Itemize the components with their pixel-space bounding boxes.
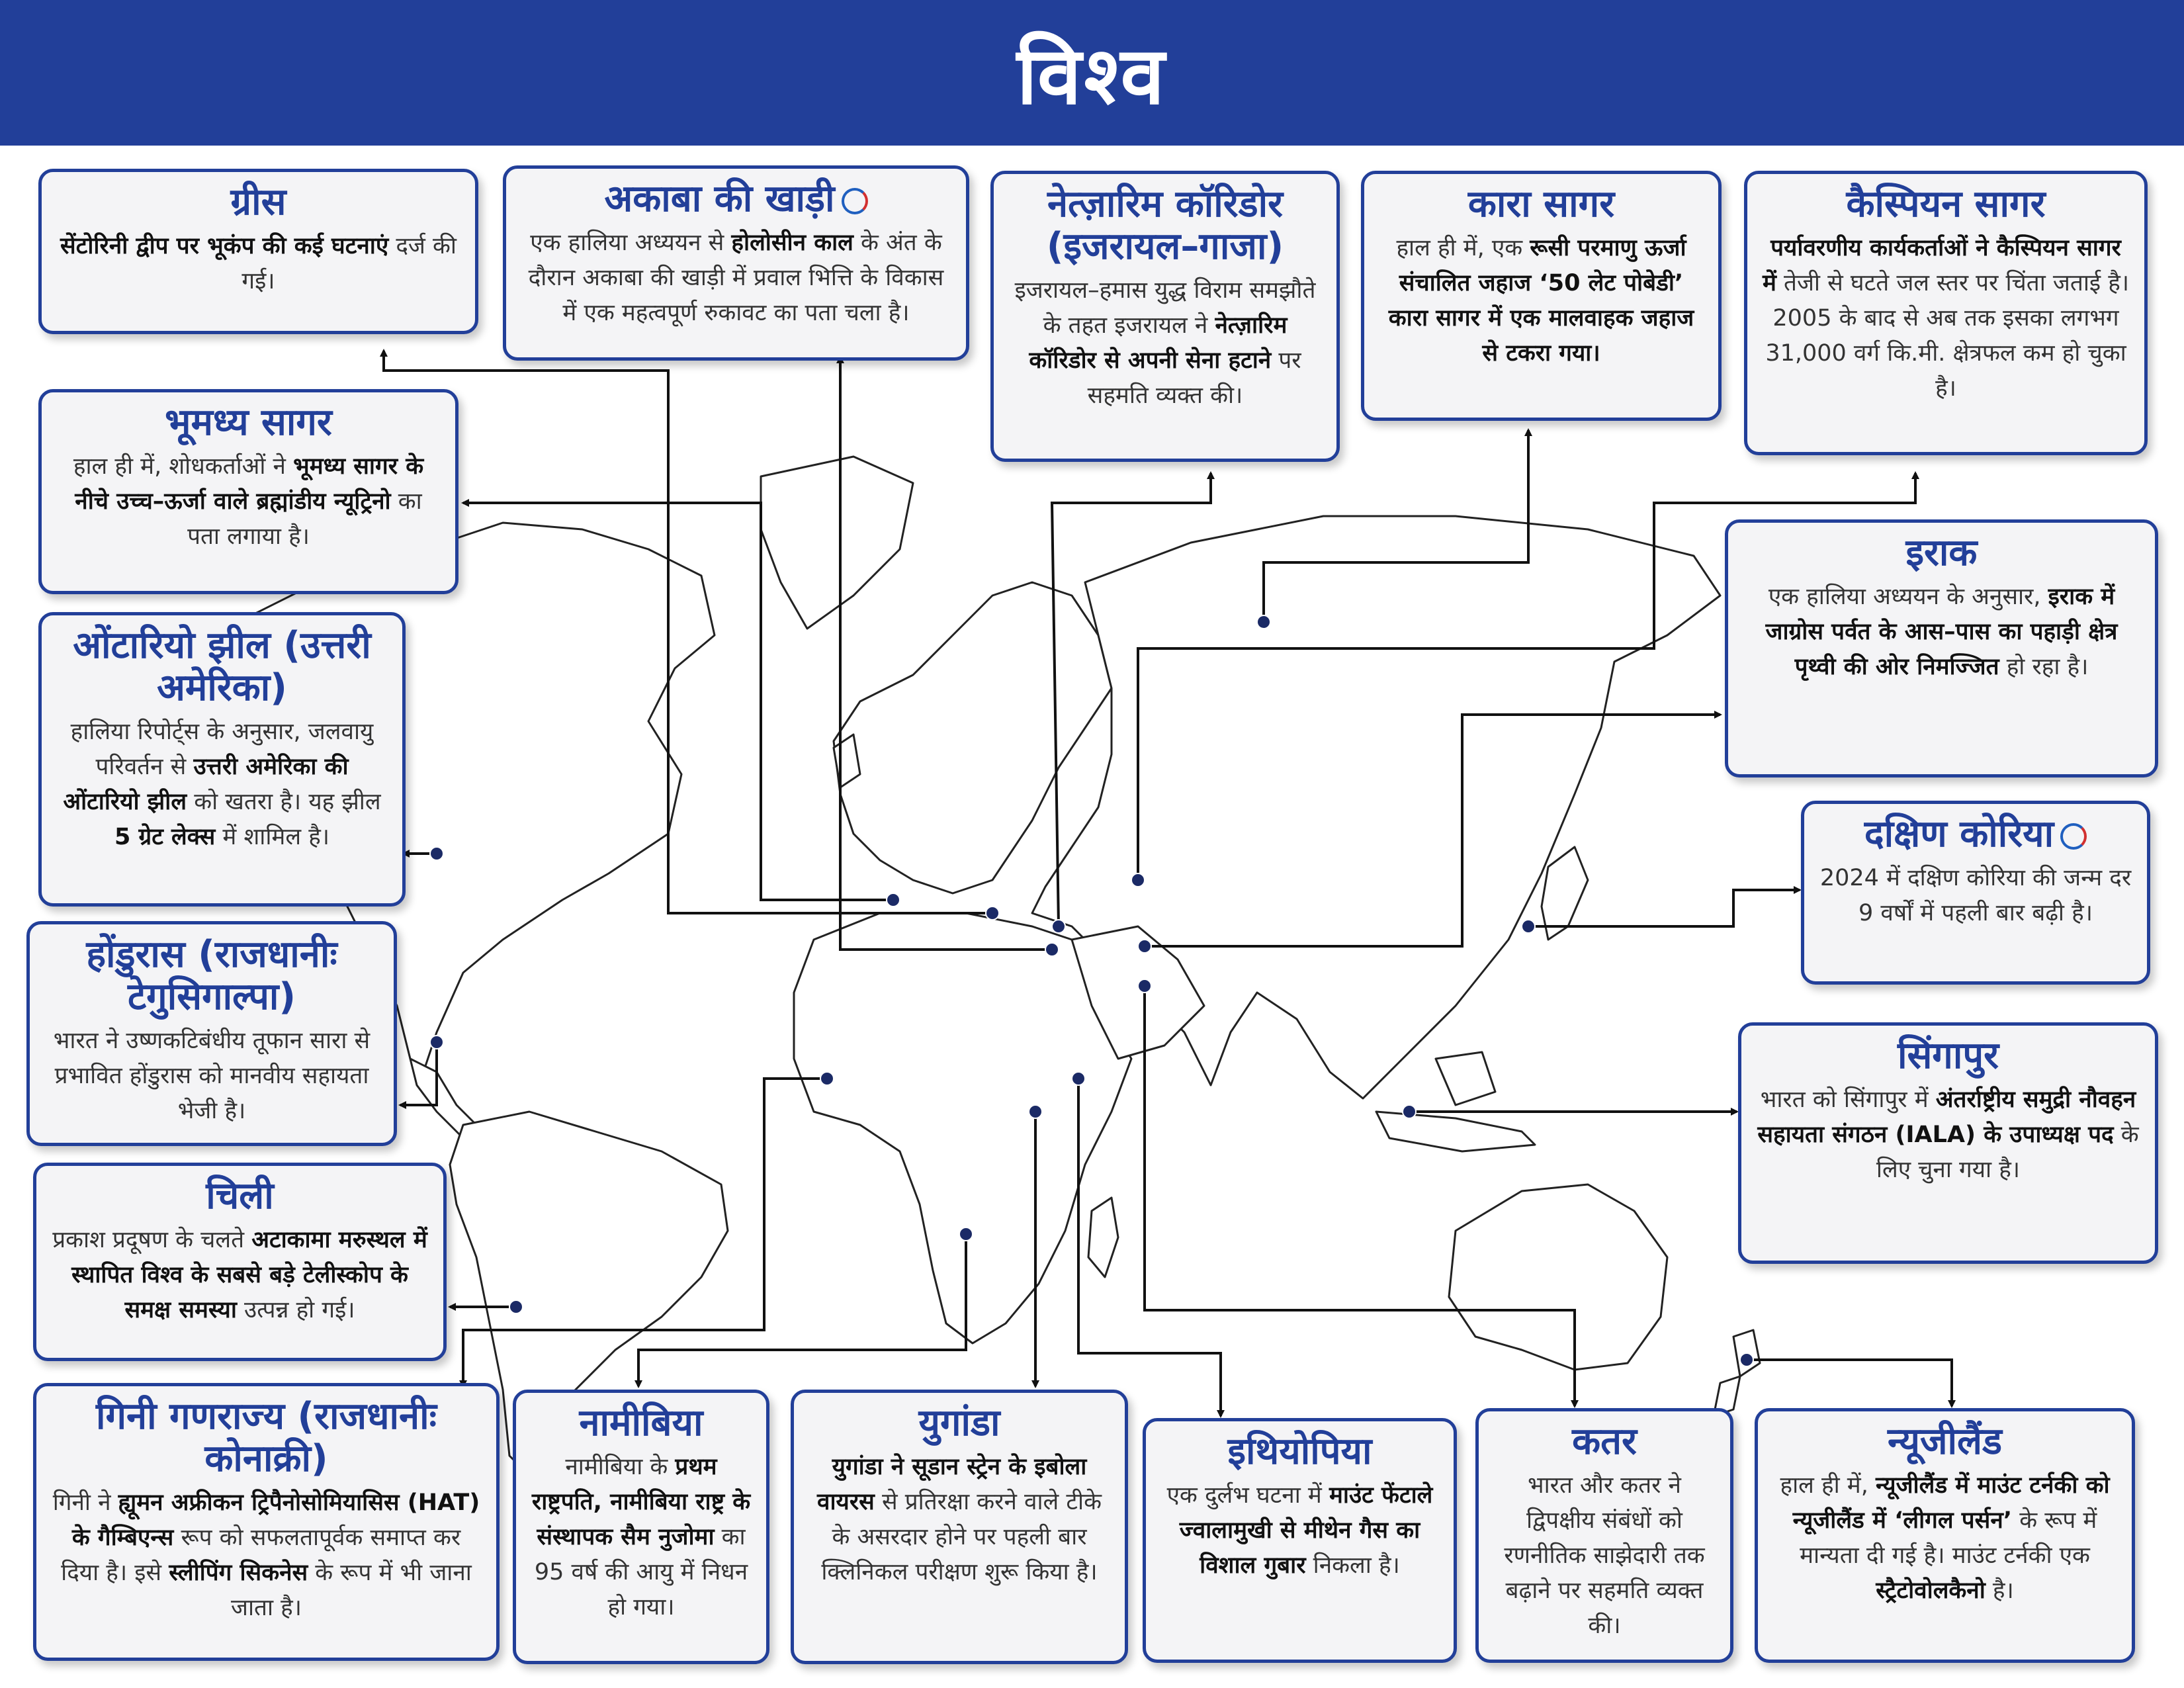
card-text: एक हालिया अध्ययन के अनुसार, इराक में जाग्रोस पर्वत के आस–पास का पहाड़ी क्षेत्र पृथ्वी की ओर निमज्जित हो रहा है। — [1765, 584, 2118, 680]
card-text: युगांडा ने सूडान स्ट्रेन के इबोला वायरस से प्रतिरक्षा करने वाले टीके के असरदार होने पर पहली बार क्लिनिकल परीक्षण शुरू किया है। — [817, 1454, 1102, 1585]
marker-ethiopia — [1072, 1072, 1085, 1085]
marker-chile — [509, 1300, 523, 1313]
card-title: ग्रीस — [230, 181, 286, 224]
card-title: न्यूजीलैंड — [1888, 1420, 2002, 1463]
marker-iraq — [1138, 940, 1151, 953]
card-nz — [1755, 1408, 2135, 1663]
marker-aqaba — [1045, 943, 1059, 956]
card-text: एक दुर्लभ घटना में माउंट फेंटाले ज्वालामुखी से मीथेन गैस का विशाल गुबार निकला है। — [1166, 1482, 1433, 1579]
card-text: एक हालिया अध्ययन से होलोसीन काल के अंत के दौरान अकाबा की खाड़ी में प्रवाल भित्ति के विकास में एक महत्वपूर्ण रुकावट का पता चला है। — [528, 230, 944, 326]
card-title: नामीबिया — [579, 1401, 703, 1444]
brand-logo-icon — [2060, 823, 2087, 850]
card-text: हाल ही में, न्यूजीलैंड में माउंट टर्नकी को न्यूजीलैंड में ‘लीगल पर्सन’ के रूप में मान्यता दी गई है। माउंट टर्नकी एक स्ट्रैटोवोलकैनो है। — [1780, 1472, 2110, 1604]
card-med — [38, 389, 459, 594]
card-title: युगांडा — [918, 1401, 1000, 1444]
card-caspian — [1744, 171, 2148, 455]
card-text: पर्यावरणीय कार्यकर्ताओं ने कैस्पियन सागर में तेजी से घटते जल स्तर पर चिंता जताई है। 2005 के बाद से अब तक इसका लगभग 31,000 वर्ग कि.मी. क्षेत्रफल कम हो चुका है। — [1762, 235, 2130, 402]
marker-honduras — [430, 1036, 443, 1049]
card-title: दक्षिण कोरिया — [1819, 813, 2132, 856]
marker-ontario — [430, 847, 443, 860]
card-text: भारत ने उष्णकटिबंधीय तूफान सारा से प्रभावित होंडुरास को मानवीय सहायता भेजी है। — [53, 1028, 371, 1124]
card-greece — [38, 169, 478, 334]
card-title: कैस्पियन सागर — [1846, 183, 2046, 226]
card-honduras — [26, 921, 397, 1146]
connector-nz — [1747, 1360, 1952, 1406]
card-text: इजरायल–हमास युद्ध विराम समझौते के तहत इजरायल ने नेत्ज़ारिम कॉरिडोर से अपनी सेना हटाने पर सहमति व्यक्त की। — [1014, 277, 1316, 409]
marker-singapore — [1403, 1105, 1416, 1118]
indonesia-shape — [1376, 1112, 1535, 1151]
card-iraq — [1725, 519, 2158, 777]
card-qatar — [1475, 1408, 1733, 1663]
card-aqaba — [503, 165, 969, 361]
card-text: गिनी ने ह्यूमन अफ्रीकन ट्रिपैनोसोमियासिस (HAT) के गैम्बिएन्स रूप को सफलतापूर्वक समाप्त कर दिया है। इसे स्लीपिंग सिकनेस के रूप में भी जाना जाता है। — [52, 1489, 480, 1621]
card-korea — [1801, 801, 2150, 985]
marker-nz — [1740, 1353, 1753, 1366]
greenland-shape — [761, 457, 913, 629]
card-guinea — [33, 1383, 500, 1661]
marker-guinea — [820, 1072, 834, 1085]
card-text: हालिया रिपोर्ट्स के अनुसार, जलवायु परिवर्तन से उत्तरी अमेरिका की ओंटारियो झील को खतरा है। यह झील 5 ग्रेट लेक्स में शामिल है। — [63, 719, 381, 850]
card-text: हाल ही में, शोधकर्ताओं ने भूमध्य सागर के नीचे उच्च–ऊर्जा वाले ब्रह्मांडीय न्यूट्रिनो का पता लगाया है। — [73, 453, 424, 550]
card-title: अकाबा की खाड़ी — [521, 178, 951, 220]
card-text: नामीबिया के प्रथम राष्ट्रपति, नामीबिया राष्ट्र के संस्थापक सैम नुजोमा का 95 वर्ष की आयु में निधन हो गया। — [531, 1454, 751, 1621]
marker-namibia — [959, 1227, 973, 1241]
marker-qatar — [1138, 979, 1151, 993]
card-text: 2024 में दक्षिण कोरिया की जन्म दर 9 वर्षों में पहली बार बढ़ी है। — [1819, 865, 2132, 926]
card-title: गिनी गणराज्य (राजधानीः कोनाक्री) — [96, 1395, 437, 1480]
marker-netzarim — [1052, 920, 1065, 933]
card-title: होंडुरास (राजधानीः टेगुसिगाल्पा) — [86, 933, 337, 1018]
card-title: नेत्ज़ारिम कॉरिडोर (इजरायल–गाजा) — [1046, 183, 1284, 268]
page-title: विश्व — [1016, 30, 1168, 122]
madagascar-shape — [1088, 1198, 1118, 1277]
card-text: हाल ही में, एक रूसी परमाणु ऊर्जा संचालित जहाज ‘50 लेट पोबेडी’ कारा सागर में एक मालवाहक जहाज से टकरा गया। — [1388, 235, 1694, 367]
brand-logo-icon — [842, 188, 868, 214]
card-chile — [33, 1163, 447, 1361]
card-singapore — [1738, 1022, 2158, 1264]
card-title: इथियोपिया — [1227, 1430, 1372, 1473]
marker-med — [887, 893, 900, 907]
marker-kara — [1257, 615, 1270, 629]
australia-shape — [1449, 1184, 1667, 1370]
card-netzarim — [990, 171, 1340, 462]
card-namibia — [513, 1390, 769, 1664]
card-title: सिंगापुर — [1897, 1034, 1999, 1077]
card-uganda — [791, 1390, 1128, 1664]
card-title: कतर — [1572, 1420, 1637, 1463]
card-title: चिली — [206, 1175, 274, 1218]
marker-caspian — [1131, 873, 1145, 887]
card-text: भारत को सिंगापुर में अंतर्राष्ट्रीय समुद्री नौवहन सहायता संगठन (IALA) के उपाध्यक्ष पद के लिए चुना गया है। — [1757, 1087, 2139, 1183]
marker-greece — [986, 907, 999, 920]
card-text: प्रकाश प्रदूषण के चलते अटाकामा मरुस्थल में स्थापित विश्व के सबसे बड़े टेलीस्कोप के समक्ष समस्या उत्पन्न हो गई। — [52, 1227, 427, 1323]
africa-shape — [794, 913, 1131, 1343]
card-text: भारत और कतर ने द्विपक्षीय संबंधों को रणनीतिक साझेदारी तक बढ़ाने पर सहमति व्यक्त की। — [1504, 1472, 1705, 1639]
borneo-shape — [1436, 1052, 1495, 1105]
card-text: सेंटोरिनी द्वीप पर भूकंप की कई घटनाएं दर्ज की गई। — [60, 233, 457, 294]
card-title: भूमध्य सागर — [165, 401, 332, 444]
europe-shape — [834, 582, 1112, 893]
card-kara — [1361, 171, 1722, 421]
card-title: ओंटारियो झील (उत्तरी अमेरिका) — [73, 624, 371, 709]
marker-korea — [1522, 920, 1535, 933]
card-ethiopia — [1143, 1418, 1457, 1663]
card-title: इराक — [1905, 531, 1978, 574]
card-title: कारा सागर — [1467, 183, 1615, 226]
card-ontario — [38, 612, 406, 907]
marker-uganda — [1029, 1105, 1042, 1118]
